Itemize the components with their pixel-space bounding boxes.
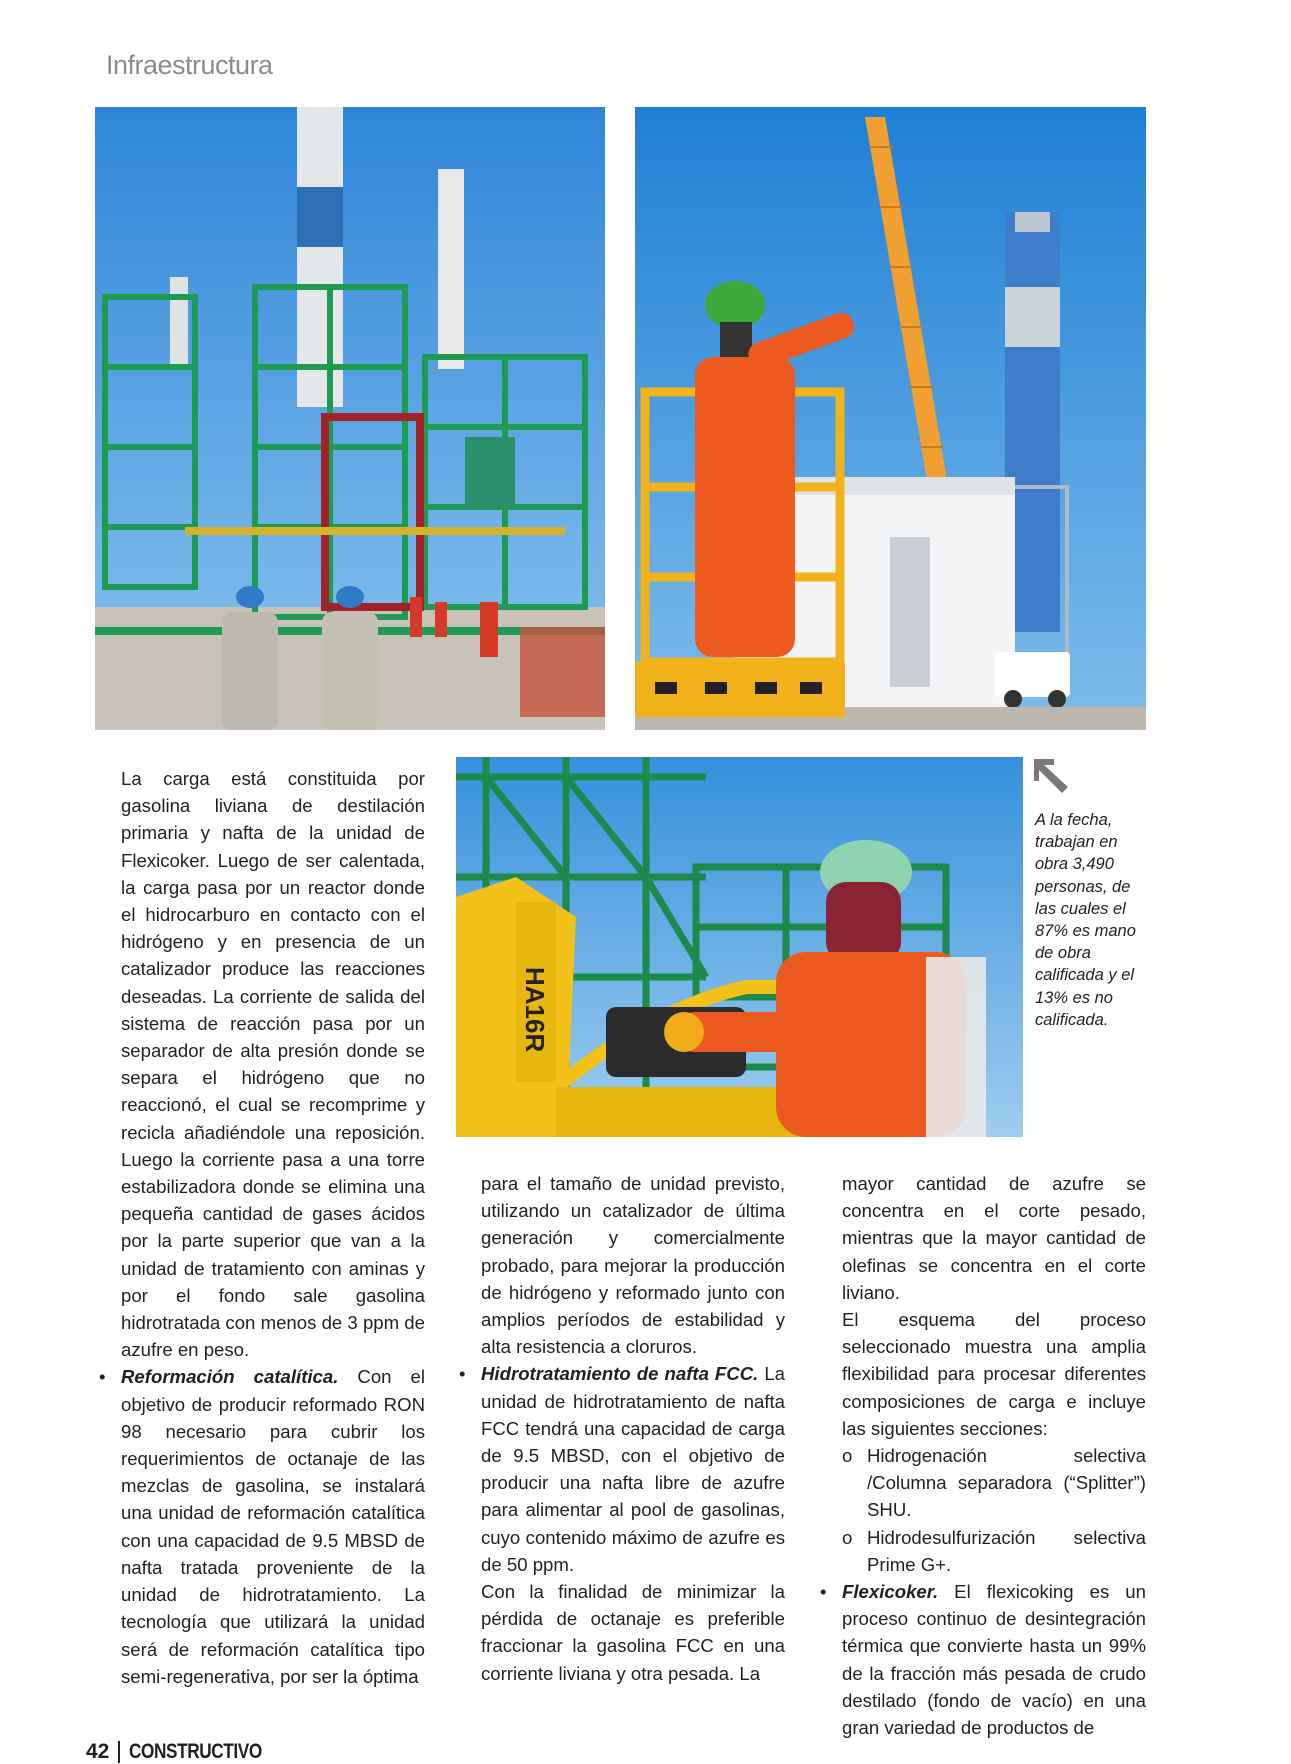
- text-column-2: [459, 1170, 785, 1687]
- paragraph: El esquema del proceso seleccionado muestra una amplia flexibilidad para procesar diferentes composiciones de carga e incluye las siguientes secciones:: [842, 1309, 1146, 1439]
- magazine-name: CONSTRUCTIVO: [129, 1740, 263, 1763]
- page-footer: [86, 1740, 291, 1764]
- sub-item-text: Hidrogenación selectiva /Columna separadora (“Splitter”) SHU.: [867, 1445, 1146, 1521]
- sub-item-text: Hidrodesulfurización selectiva Prime G+.: [867, 1526, 1146, 1575]
- bullet-title: Reformación catalítica.: [121, 1366, 339, 1388]
- bullet-text: La unidad de hidrotratamiento de nafta FCC tendrá una capacidad de carga de 9.5 MBSD, con el objetivo de producir una nafta libre de azufre para alimentar al pool de gasolinas, cuyo contenido máximo de azufre es de 50 ppm.: [481, 1363, 785, 1575]
- sub-bullet: o: [842, 1526, 853, 1548]
- caption-arrow-icon: [1034, 759, 1070, 793]
- bullet-reformacion: [99, 1363, 425, 1689]
- bullet-text: Con el objetivo de producir reformado RON 98 necesario para cubrir los requerimientos de octanaje de las mezclas de gasolina, se instalará una unidad de reformación catalítica con una capacidad de 9.5 MBSD de nafta tratada proveniente de la unidad de hidrotratamiento. La tecnología que utilizará la unidad será de reformación catalítica tipo semi-regenerativa, por ser la óptima: [121, 1366, 425, 1687]
- paragraph: Con la finalidad de minimizar la pérdida de octanaje es preferible fraccionar la gasolina FCC en una corriente liviana y otra pesada. La: [481, 1581, 785, 1684]
- bullet-dot: •: [459, 1363, 466, 1385]
- paragraph: mayor cantidad de azufre se concentra en el corte pesado, mientras que la mayor cantidad de olefinas se concentra en el corte liviano.: [842, 1173, 1146, 1303]
- bullet-dot: •: [99, 1366, 106, 1388]
- sub-item-prime-g: [842, 1524, 1146, 1578]
- text-column-3: [820, 1170, 1146, 1741]
- page-number: 42: [86, 1740, 110, 1763]
- photo-caption: A la fecha, trabajan en obra 3,490 personas, de las cuales el 87% es mano de obra calificada y el 13% es no calificada.: [1035, 811, 1136, 1029]
- bullet-hidrotratamiento: [459, 1360, 785, 1578]
- bullet-flexicoker: [820, 1578, 1146, 1741]
- sub-bullet: o: [842, 1445, 853, 1467]
- footer-divider: [118, 1741, 120, 1763]
- bullet-title: Hidrotratamiento de nafta FCC.: [481, 1363, 759, 1385]
- sub-item-shu: [842, 1442, 1146, 1524]
- refinery-workers-photo: [95, 107, 605, 730]
- crane-worker-photo: [635, 107, 1146, 730]
- paragraph: para el tamaño de unidad previsto, utilizando un catalizador de última generación y comercialmente probado, para mejorar la producción de hidrógeno y reformado junto con amplios períodos de estabilidad y alta resistencia a cloruros.: [481, 1173, 785, 1358]
- bullet-dot: •: [820, 1581, 827, 1603]
- bullet-text: El flexicoking es un proceso continuo de desintegración térmica que convierte hasta un 99% de la fracción más pesada de crudo destilado (fondo de vacío) en una gran variedad de productos de: [842, 1581, 1146, 1739]
- text-column-1: [99, 765, 425, 1690]
- machine-code-label: HA16R: [520, 967, 550, 1053]
- machine-operator-photo: [456, 757, 1023, 1137]
- paragraph: La carga está constituida por gasolina liviana de destilación primaria y nafta de la unidad de Flexicoker. Luego de ser calentada, la carga pasa por un reactor donde el hidrocarburo en contacto con el hidrógeno y en presencia de un catalizador produce las reacciones deseadas. La corriente de salida del sistema de reacción pasa por un separador de alta presión donde se separa el hidrógeno que no reaccionó, el cual se recomprime y recicla añadiéndole una reposición. Luego la corriente pasa a una torre estabilizadora donde se elimina una pequeña cantidad de gases ácidos por la parte superior que van a la unidad de tratamiento con aminas y por el fondo sale gasolina hidrotratada con menos de 3 ppm de azufre en peso.: [121, 768, 425, 1361]
- section-header: Infraestructura: [106, 50, 273, 80]
- bullet-title: Flexicoker.: [842, 1581, 939, 1603]
